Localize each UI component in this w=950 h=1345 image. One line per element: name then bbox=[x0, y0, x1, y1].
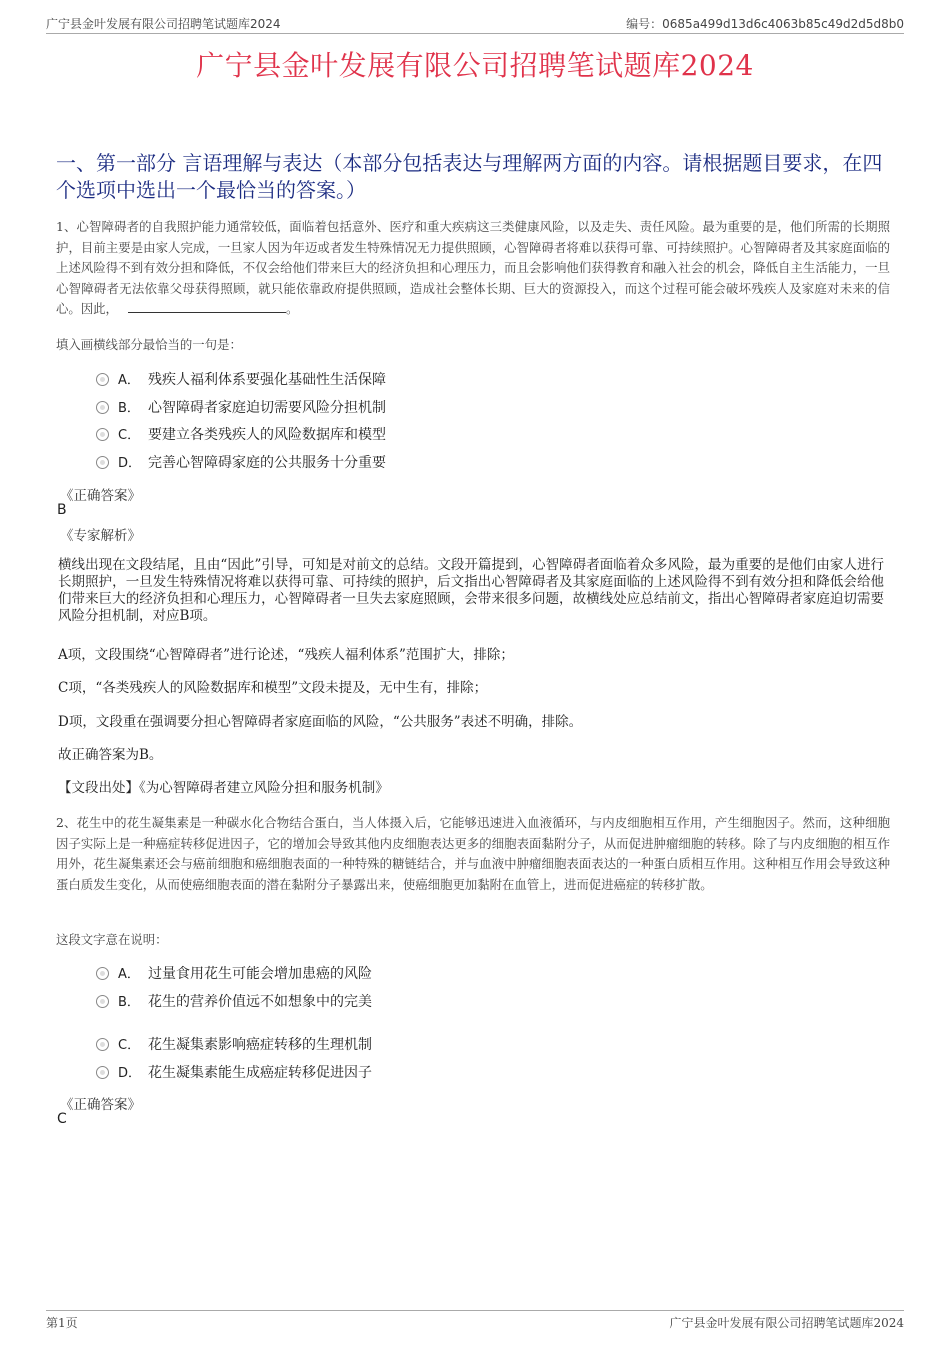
option-letter: B． bbox=[118, 401, 140, 416]
q1-explanation-a: A项，文段围绕“心智障碍者”进行论述，“残疾人福利体系”范围扩大，排除； bbox=[58, 647, 514, 663]
header-divider bbox=[46, 33, 904, 34]
page-title: 广宁县金叶发展有限公司招聘笔试题库2024 bbox=[196, 49, 754, 82]
footer-divider bbox=[46, 1310, 904, 1311]
question-2-text: 2、花生中的花生凝集素是一种碳水化合物结合蛋白，当人体摄入后，它能够迅速进入血液循环，与内皮细胞相互作用，产生细胞因子。然而，这种细胞因子实际上是一种癌症转移促进因子，它的增加会导致其他内皮细胞表达更多的细胞表面黏附分子，从而促进肿瘤细胞的转移。除了与内皮细胞的相互作用外，花生凝集素还会与癌前细胞和癌细胞表面的一种特殊的糖链结合，并与血液中肿瘤细胞表面表达的一种蛋白质相互作用。这种相互作用会导致这种蛋白质发生变化，从而使癌细胞表面的潜在黏附分子暴露出来，使癌细胞更加黏附在血管上，进而促进癌症的转移扩散。 bbox=[56, 815, 890, 892]
option-text: 花生凝集素影响癌症转移的生理机制 bbox=[148, 1037, 372, 1053]
section-heading: 一、第一部分 言语理解与表达（本部分包括表达与理解两方面的内容。请根据题目要求，在四个选项中选出一个最恰当的答案。） bbox=[56, 151, 883, 202]
footer-doc-title: 广宁县金叶发展有限公司招聘笔试题库2024 bbox=[669, 1316, 904, 1330]
header-doc-id: 编号：0685a499d13d6c4063b85c49d2d5d8b0 bbox=[626, 17, 904, 31]
option-letter: A． bbox=[118, 967, 140, 982]
question-1-text bbox=[56, 217, 890, 320]
q1-option-b[interactable] bbox=[96, 397, 386, 419]
radio-icon[interactable] bbox=[96, 373, 109, 386]
q1-answer-label: 《正确答案》 bbox=[60, 488, 141, 504]
q1-explanation: 横线出现在文段结尾，且由“因此”引导，可知是对前文的总结。文段开篇提到，心智障碍者面临着众多风险，最为重要的是他们由家人进行长期照护，一旦发生特殊情况将难以获得可靠、可持续的照护，后文指出心智障碍者及其家庭面临的上述风险得不到有效分担和降低会给他们带来巨大的经济负担和心理压力，心智障碍者一旦失去家庭照顾，会带来很多问题，故横线处应总结前文，指出心智障碍者家庭迫切需要风险分担机制，对应B项。 bbox=[58, 557, 884, 624]
option-letter: B． bbox=[118, 995, 140, 1010]
question-2-prompt: 这段文字意在说明： bbox=[56, 932, 168, 947]
radio-icon[interactable] bbox=[96, 428, 109, 441]
option-letter: D． bbox=[118, 1066, 142, 1081]
option-text: 完善心智障碍家庭的公共服务十分重要 bbox=[148, 455, 386, 471]
radio-icon[interactable] bbox=[96, 967, 109, 980]
q1-option-c[interactable] bbox=[96, 424, 386, 446]
q2-option-a[interactable] bbox=[96, 963, 372, 985]
option-letter: C． bbox=[118, 428, 141, 443]
header-doc-title: 广宁县金叶发展有限公司招聘笔试题库2024 bbox=[46, 17, 281, 31]
q2-option-b[interactable] bbox=[96, 991, 372, 1013]
option-letter: C． bbox=[118, 1038, 141, 1053]
option-letter: D． bbox=[118, 456, 142, 471]
radio-icon[interactable] bbox=[96, 995, 109, 1008]
radio-icon[interactable] bbox=[96, 456, 109, 469]
radio-icon[interactable] bbox=[96, 1066, 109, 1079]
option-text: 心智障碍者家庭迫切需要风险分担机制 bbox=[148, 400, 386, 416]
q2-answer-label: 《正确答案》 bbox=[60, 1097, 141, 1113]
option-text: 残疾人福利体系要强化基础性生活保障 bbox=[148, 372, 386, 388]
q1-analysis-label: 《专家解析》 bbox=[60, 528, 141, 544]
q1-source: 【文段出处】《为心智障碍者建立风险分担和服务机制》 bbox=[58, 780, 389, 796]
radio-icon[interactable] bbox=[96, 1038, 109, 1051]
option-text: 过量食用花生可能会增加患癌的风险 bbox=[148, 966, 372, 982]
q2-answer: C bbox=[57, 1111, 67, 1127]
q2-option-d[interactable] bbox=[96, 1062, 372, 1084]
question-1-body: 1、心智障碍者的自我照护能力通常较低，面临着包括意外、医疗和重大疾病这三类健康风险，以及走失、责任风险。最为重要的是，他们所需的长期照护，目前主要是由家人完成，一旦家人因为年迈或者发生特殊情况无力提供照顾，心智障碍者将难以获得可靠、可持续照护。心智障碍者及其家庭面临的上述风险得不到有效分担和降低，不仅会给他们带来巨大的经济负担和心理压力，而且会影响他们获得教育和融入社会的机会，降低自主生活能力，一旦心智障碍者无法依靠父母获得照顾，就只能依靠政府提供照顾，造成社会整体长期、巨大的资源投入，而这个过程可能会破坏残疾人及家庭对未来的信心。因此， bbox=[56, 219, 890, 317]
option-text: 花生凝集素能生成癌症转移促进因子 bbox=[148, 1065, 372, 1081]
q1-explanation-c: C项，“各类残疾人的风险数据库和模型”文段未提及，无中生有，排除； bbox=[58, 680, 488, 696]
page-number: 第1页 bbox=[46, 1316, 78, 1330]
option-text: 要建立各类残疾人的风险数据库和模型 bbox=[148, 427, 386, 443]
q2-option-c[interactable] bbox=[96, 1034, 372, 1056]
question-1-tail: 。 bbox=[285, 301, 299, 317]
radio-icon[interactable] bbox=[96, 401, 109, 414]
q1-explanation-d: D项，文段重在强调要分担心智障碍者家庭面临的风险，“公共服务”表述不明确，排除。 bbox=[58, 714, 583, 730]
q1-answer: B bbox=[57, 502, 67, 518]
q1-option-a[interactable] bbox=[96, 369, 386, 391]
question-1-prompt: 填入画横线部分最恰当的一句是： bbox=[56, 337, 242, 352]
option-letter: A． bbox=[118, 373, 140, 388]
q1-option-d[interactable] bbox=[96, 452, 386, 474]
fill-blank bbox=[128, 301, 286, 313]
q1-conclusion: 故正确答案为B。 bbox=[58, 747, 163, 763]
option-text: 花生的营养价值远不如想象中的完美 bbox=[148, 994, 372, 1010]
